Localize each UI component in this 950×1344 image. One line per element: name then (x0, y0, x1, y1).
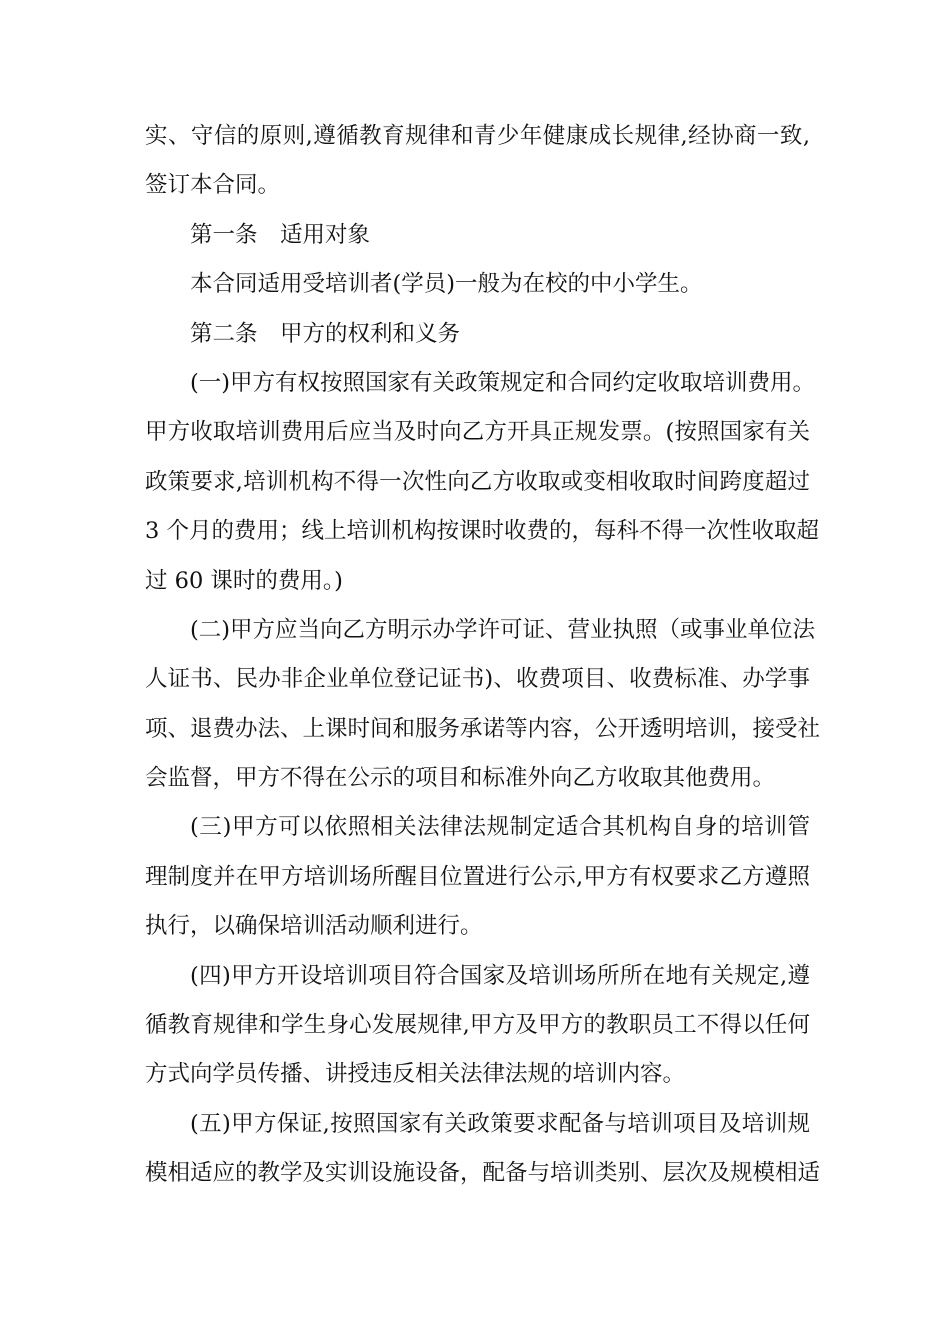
text-line: 过 60 课时的费用。) (145, 567, 343, 594)
contract-body-text (145, 112, 821, 1199)
text-line: 理制度并在甲方培训场所醒目位置进行公示,甲方有权要求乙方遵照 (145, 863, 810, 890)
text-line: 人证书、民办非企业单位登记证书)、收费项目、收费标准、办学事 (145, 666, 810, 693)
text-line: 项、退费办法、上课时间和服务承诺等内容，公开透明培训，接受社 (145, 715, 821, 742)
text-line: 会监督，甲方不得在公示的项目和标准外向乙方收取其他费用。 (145, 765, 776, 792)
text-line: 签订本合同。 (145, 172, 281, 199)
text-line: 实、守信的原则,遵循教育规律和青少年健康成长规律,经协商一致, (145, 123, 810, 149)
text-line: 政策要求,培训机构不得一次性向乙方收取或变相收取时间跨度超过 (145, 468, 810, 495)
clause-line: (四)甲方开设培训项目符合国家及培训场所所在地有关规定,遵 (190, 962, 810, 989)
article-heading: 第一条 适用对象 (190, 221, 371, 248)
clause-line: (二)甲方应当向乙方明示办学许可证、营业执照（或事业单位法 (190, 616, 816, 643)
clause-line: (三)甲方可以依照相关法律法规制定适合其机构自身的培训管 (190, 814, 810, 841)
text-line: 3 个月的费用；线上培训机构按课时收费的，每科不得一次性收取超 (145, 518, 819, 545)
text-line: 模相适应的教学及实训设施设备，配备与培训类别、层次及规模相适 (145, 1160, 821, 1187)
text-line: 甲方收取培训费用后应当及时向乙方开具正规发票。(按照国家有关 (145, 419, 810, 446)
text-line: 循教育规律和学生身心发展规律,甲方及甲方的教职员工不得以任何 (145, 1012, 810, 1039)
text-line: 执行，以确保培训活动顺利进行。 (145, 913, 483, 940)
clause-line: (一)甲方有权按照国家有关政策规定和合同约定收取培训费用。 (190, 369, 816, 396)
article-heading: 第二条 甲方的权利和义务 (190, 320, 461, 347)
text-line: 方式向学员传播、讲授违反相关法律法规的培训内容。 (145, 1061, 686, 1088)
text-line: 本合同适用受培训者(学员)一般为在校的中小学生。 (190, 271, 703, 298)
clause-line: (五)甲方保证,按照国家有关政策要求配备与培训项目及培训规 (190, 1110, 810, 1137)
